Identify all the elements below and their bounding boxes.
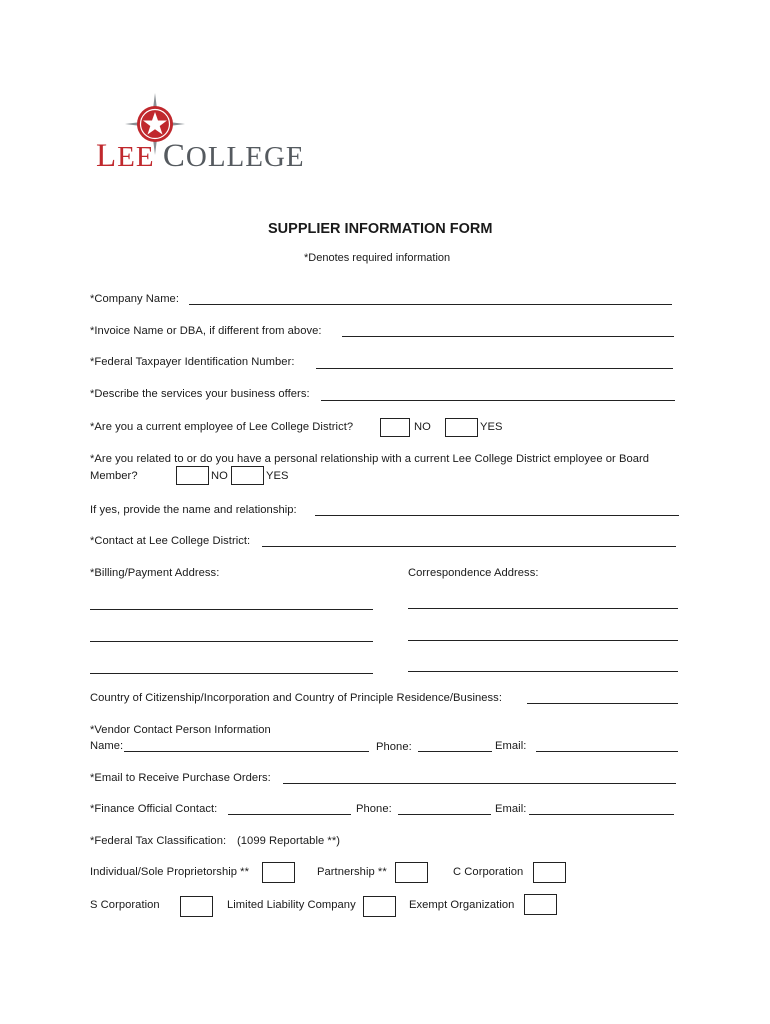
employee-no-checkbox[interactable] (380, 418, 410, 437)
tax-classification-label: *Federal Tax Classification: (90, 835, 227, 847)
vendor-phone-field[interactable] (418, 751, 492, 752)
c-corporation-label: C Corporation (453, 866, 524, 878)
contact-field[interactable] (262, 546, 676, 547)
correspondence-address-line-2[interactable] (408, 640, 678, 641)
required-note: *Denotes required information (304, 252, 451, 264)
partnership-label: Partnership ** (317, 866, 387, 878)
correspondence-address-line-3[interactable] (408, 671, 678, 672)
individual-label: Individual/Sole Proprietorship ** (90, 866, 249, 878)
invoice-name-field[interactable] (342, 336, 674, 337)
logo-word-lee-rest: EE (117, 141, 155, 173)
finance-phone-label: Phone: (356, 803, 392, 815)
finance-email-field[interactable] (529, 814, 674, 815)
llc-label: Limited Liability Company (227, 899, 356, 911)
s-corporation-label: S Corporation (90, 899, 160, 911)
billing-address-line-3[interactable] (90, 673, 373, 674)
tax-classification-note: (1099 Reportable **) (237, 835, 340, 847)
citizenship-field[interactable] (527, 703, 678, 704)
services-field[interactable] (321, 400, 675, 401)
vendor-email-label: Email: (495, 740, 527, 752)
po-email-field[interactable] (283, 783, 676, 784)
vendor-name-field[interactable] (124, 751, 369, 752)
correspondence-address-line-1[interactable] (408, 608, 678, 609)
relationship-field[interactable] (315, 515, 679, 516)
citizenship-label: Country of Citizenship/Incorporation and Country of Principle Residence/Business: (90, 692, 502, 704)
s-corporation-checkbox[interactable] (180, 896, 213, 917)
company-name-label: *Company Name: (90, 293, 179, 305)
billing-address-line-1[interactable] (90, 609, 373, 610)
form-title: SUPPLIER INFORMATION FORM (268, 221, 493, 237)
individual-checkbox[interactable] (262, 862, 295, 883)
related-yes-checkbox[interactable] (231, 466, 264, 485)
finance-email-label: Email: (495, 803, 527, 815)
vendor-contact-label: *Vendor Contact Person Information (90, 724, 271, 736)
vendor-email-field[interactable] (536, 751, 678, 752)
invoice-name-label: *Invoice Name or DBA, if different from above: (90, 325, 322, 337)
company-name-field[interactable] (189, 304, 672, 305)
billing-address-line-2[interactable] (90, 641, 373, 642)
vendor-name-label: Name: (90, 740, 124, 752)
related-no-checkbox[interactable] (176, 466, 209, 485)
related-question-label: *Are you related to or do you have a personal relationship with a current Lee College District employee or Board (90, 453, 650, 465)
related-yes-label: YES (266, 470, 289, 482)
finance-phone-field[interactable] (398, 814, 491, 815)
related-no-label: NO (211, 470, 228, 482)
tin-field[interactable] (316, 368, 673, 369)
if-yes-label: If yes, provide the name and relationship: (90, 504, 297, 516)
billing-address-label: *Billing/Payment Address: (90, 567, 220, 579)
finance-contact-field[interactable] (228, 814, 351, 815)
employee-question-label: *Are you a current employee of Lee College District? (90, 421, 354, 433)
services-label: *Describe the services your business offers: (90, 388, 310, 400)
tin-label: *Federal Taxpayer Identification Number: (90, 356, 295, 368)
exempt-organization-label: Exempt Organization (409, 899, 515, 911)
employee-no-label: NO (414, 421, 431, 433)
logo-wordmark: LEE COLLEGE (96, 138, 305, 174)
llc-checkbox[interactable] (363, 896, 396, 917)
po-email-label: *Email to Receive Purchase Orders: (90, 772, 271, 784)
related-question-label-2: Member? (90, 470, 138, 482)
partnership-checkbox[interactable] (395, 862, 428, 883)
contact-label: *Contact at Lee College District: (90, 535, 251, 547)
vendor-phone-label: Phone: (376, 741, 412, 753)
employee-yes-checkbox[interactable] (445, 418, 478, 437)
finance-contact-label: *Finance Official Contact: (90, 803, 218, 815)
c-corporation-checkbox[interactable] (533, 862, 566, 883)
exempt-organization-checkbox[interactable] (524, 894, 557, 915)
employee-yes-label: YES (480, 421, 503, 433)
correspondence-address-label: Correspondence Address: (408, 567, 539, 579)
